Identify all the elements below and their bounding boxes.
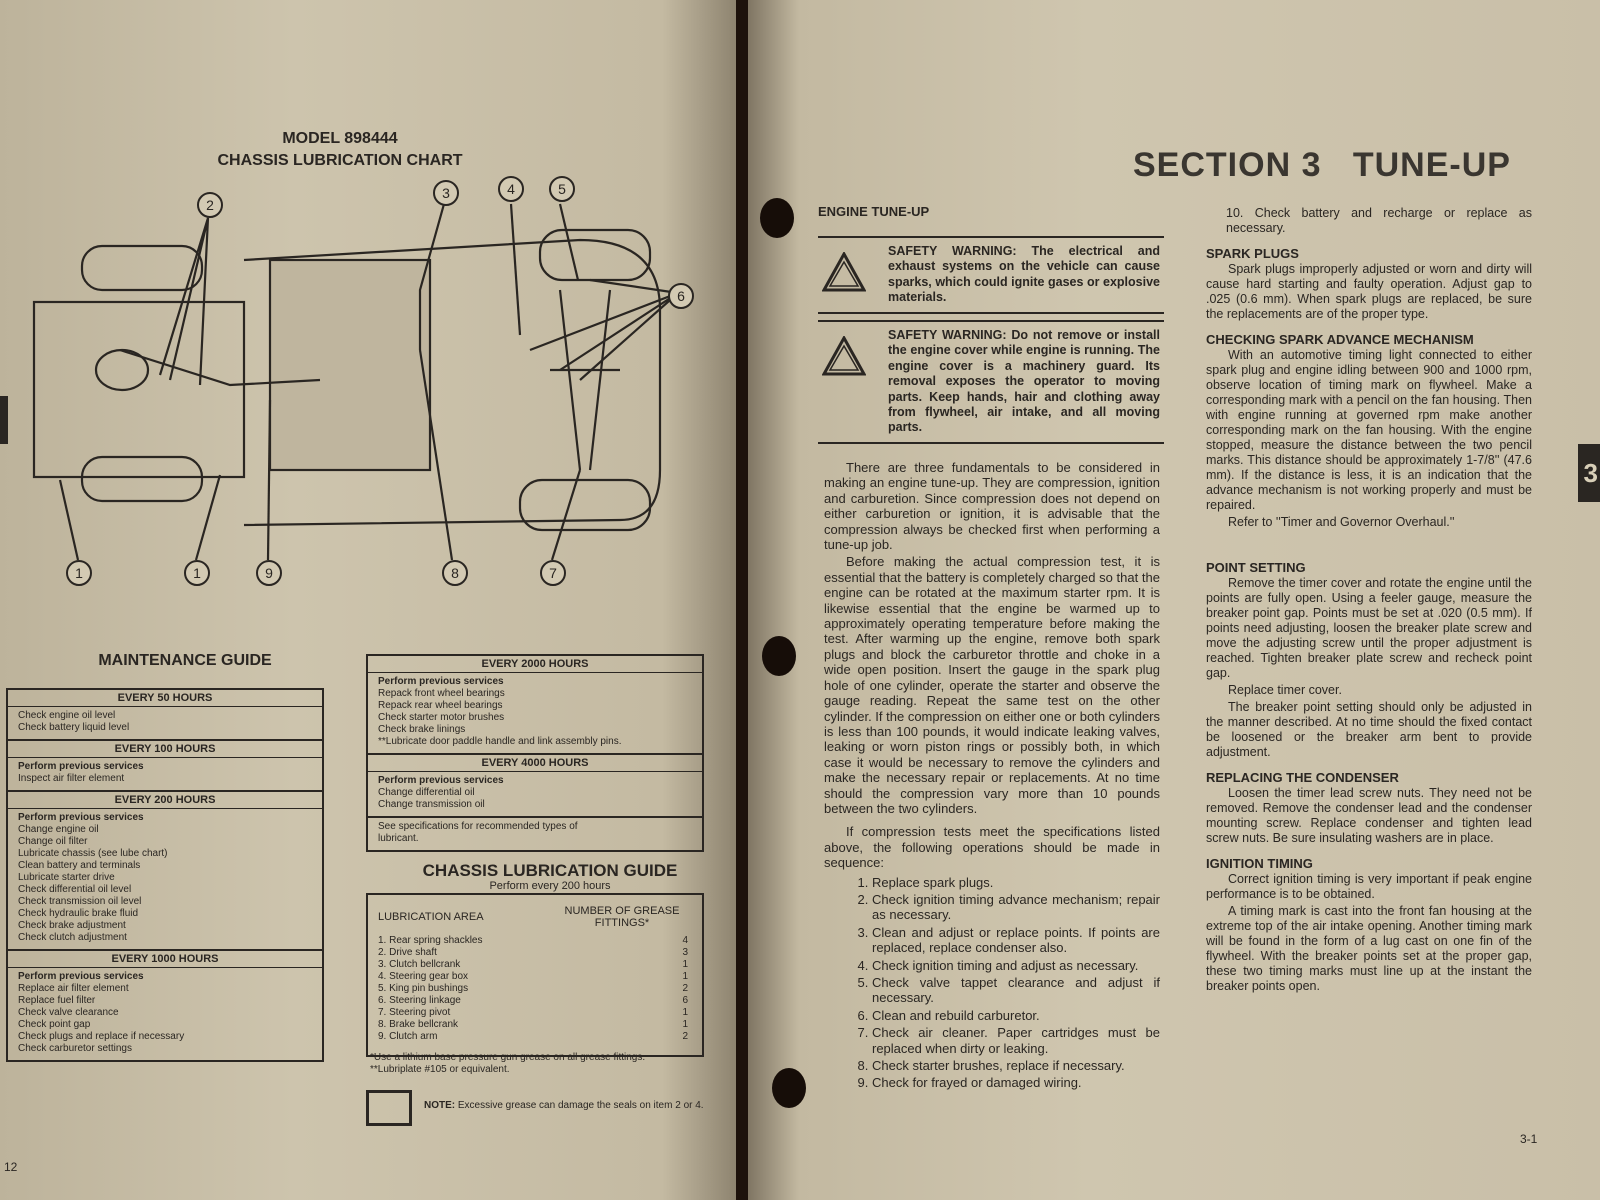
maintenance-box-left [6, 688, 324, 1062]
point-setting-text: Remove the timer cover and rotate the engine until the points are fully open. Using a feeler gauge, measure the breaker point gap. Points must be set at .020 (0.5 mm). If points need adjusting, loosen the breaker plate screw and move the adjusting screw until the proper adjustment is reached. Tighten breaker plate screw and recheck point gap. [1206, 576, 1532, 680]
maint-item: Check clutch adjustment [18, 932, 127, 943]
lube-count: 2 [682, 1031, 688, 1042]
maint-item: Change differential oil [378, 787, 475, 798]
maint-items-2000 [368, 673, 702, 753]
lube-count: 1 [682, 971, 688, 982]
list-item: 1. Replace spark plugs. [872, 875, 1160, 890]
lube-footnote-2: **Lubriplate #105 or equivalent. [370, 1064, 510, 1075]
spark-plugs-heading: SPARK PLUGS [1206, 246, 1299, 261]
paragraph-compression-test: Before making the actual compression test, it is essential that the battery is completely charged so that the engine can be rotated at the maximum starter rpm. It is likewise essential that the engine be warmed up to approximately operating temperature before making the test. After warming up the engine, remove both spark plugs and block the carburetor throttle and choke in a wide open position. Insert the gauge in the spark plug hole of one cylinder, operate the starter and observe the gauge reading. Repeat the same test on the other cylinder. If the compression on either one or both cylinders is less than 100 pounds, it would indicate leaking valves, leaking or worn piston rings or possibly both, in which case it would be necessary to remove the cylinders and make the necessary repair or replacements. At no time should the compression vary more than 10 pounds between the two cylinders. [824, 554, 1161, 816]
maint-item: Lubricate starter drive [18, 872, 115, 883]
maint-head-100: EVERY 100 HOURS [8, 739, 322, 758]
point-setting-text-3: The breaker point setting should only be adjusted in the manner described. At no time should the fixed contact be loosened or the breaker arm bent to provide adjustment. [1206, 700, 1532, 759]
lube-area: 5. King pin bushings [378, 983, 469, 994]
binder-hole-bottom [772, 1068, 806, 1108]
list-item: 3. Clean and adjust or replace points. If points are replaced, replace condenser also. [872, 925, 1160, 956]
maint-item: Check differential oil level [18, 884, 132, 895]
note [424, 1100, 704, 1112]
maint-lead: Perform previous services [378, 676, 504, 687]
lube-area: 8. Brake bellcrank [378, 1019, 459, 1030]
list-item: 6. Clean and rebuild carburetor. [872, 1008, 1160, 1023]
chart-title-model: MODEL 898444 [282, 130, 398, 147]
ignition-timing-heading: IGNITION TIMING [1206, 856, 1313, 871]
chassis-diagram [20, 170, 720, 630]
maint-lead: Perform previous services [18, 812, 144, 823]
body-column-left [824, 460, 1160, 1093]
differential [96, 350, 148, 390]
list-item: 4. Check ignition timing and adjust as necessary. [872, 958, 1160, 973]
list-item: 7. Check air cleaner. Paper cartridges must be replaced when dirty or leaking. [872, 1025, 1160, 1056]
paragraph-sequence: If compression tests meet the specifications listed above, the following operations should be made in sequence: [824, 824, 1160, 871]
list-item: 5. Check valve tappet clearance and adjust if necessary. [872, 975, 1160, 1006]
callout-8: 8 [442, 560, 468, 586]
maint-item: Change engine oil [18, 824, 99, 835]
maint-item: Change oil filter [18, 836, 88, 847]
callout-5: 5 [549, 176, 575, 202]
chart-title-name: CHASSIS LUBRICATION CHART [217, 152, 463, 169]
front-wheel-top [540, 230, 650, 280]
section-title: SECTION 3 TUNE-UP [1133, 146, 1511, 184]
left-folio: 12 [4, 1160, 18, 1174]
maint-item: Check carburetor settings [18, 1043, 132, 1054]
maint-head-2000: EVERY 2000 HOURS [368, 656, 702, 673]
callout-2: 2 [197, 192, 223, 218]
lube-footnotes [370, 1052, 700, 1076]
safety-warning-1-text: SAFETY WARNING: The electrical and exhaust systems on the vehicle can cause sparks, which could ignite gases or explosive materials. [888, 244, 1160, 305]
callout-7-leader [552, 470, 580, 560]
safety-warning-2-text: SAFETY WARNING: Do not remove or install the engine cover while engine is running. The engine cover is a machinery guard. Its removal exposes the operator to moving parts. Keep hands, hair and clothing away from flywheel, air intake, and all moving parts. [888, 328, 1160, 435]
table-row [378, 1031, 688, 1043]
table-row [378, 935, 688, 947]
maint-item: Check valve clearance [18, 1007, 119, 1018]
callout-7: 7 [540, 560, 566, 586]
lube-footnote-1: *Use a lithium base pressure gun grease on all grease fittings. [370, 1052, 646, 1063]
maint-item: Replace air filter element [18, 983, 129, 994]
engine-block [270, 260, 430, 470]
note-text: Excessive grease can damage the seals on item 2 or 4. [457, 1100, 704, 1111]
callout-1-leader-b [196, 475, 220, 560]
callout-6-leaders [530, 280, 678, 380]
maint-item: Repack rear wheel bearings [378, 700, 503, 711]
maintenance-guide-title: MAINTENANCE GUIDE [98, 652, 272, 669]
note-box-icon [366, 1090, 412, 1126]
maint-item: lubricant. [378, 833, 419, 844]
front-steering [550, 290, 620, 470]
ignition-timing-text: Correct ignition timing is very important if peak engine performance is to be obtained. [1206, 872, 1532, 901]
lube-count: 4 [682, 935, 688, 946]
rear-axle-left [82, 246, 202, 290]
lube-area: 7. Steering pivot [378, 1007, 451, 1018]
right-folio: 3-1 [1520, 1132, 1538, 1146]
warning-triangle-icon [822, 252, 866, 292]
point-setting-heading: POINT SETTING [1206, 560, 1306, 575]
lube-area: 6. Steering linkage [378, 995, 461, 1006]
maint-items-100 [8, 758, 322, 790]
lube-col-fittings: NUMBER OF GREASE FITTINGS* [564, 905, 680, 929]
table-row [378, 959, 688, 971]
maint-head-50: EVERY 50 HOURS [8, 690, 322, 707]
condenser-heading: REPLACING THE CONDENSER [1206, 770, 1399, 785]
tuneup-steps [824, 875, 1160, 1091]
lube-count: 1 [682, 1019, 688, 1030]
maint-lead: Perform previous services [18, 971, 144, 982]
point-setting-text-2: Replace timer cover. [1228, 683, 1342, 697]
maint-head-4000: EVERY 4000 HOURS [368, 753, 702, 772]
maint-items-50 [8, 707, 322, 739]
book-gutter [736, 0, 748, 1200]
chassis-frame [34, 302, 244, 477]
table-row [378, 1007, 688, 1019]
body-column-right [1206, 206, 1532, 996]
maint-item: Lubricate chassis (see lube chart) [18, 848, 168, 859]
condenser-text: Loosen the timer lead screw nuts. They need not be removed. Remove the condenser lead and the condenser mounting screw. Replace condenser and tighten lead screw nuts. Be sure insulating washers are in place. [1206, 786, 1532, 845]
maint-item: Check hydraulic brake fluid [18, 908, 139, 919]
maint-item: Repack front wheel bearings [378, 688, 505, 699]
left-page [0, 0, 736, 1200]
lube-rows [378, 935, 688, 1043]
callout-3: 3 [433, 180, 459, 206]
callout-6: 6 [668, 283, 694, 309]
maint-items-4000 [368, 772, 702, 816]
maint-item: See specifications for recommended types of [378, 821, 578, 832]
lube-count: 3 [682, 947, 688, 958]
spark-advance-heading: CHECKING SPARK ADVANCE MECHANISM [1206, 332, 1474, 347]
table-row [378, 983, 688, 995]
lube-area: 2. Drive shaft [378, 947, 437, 958]
maint-item: Replace fuel filter [18, 995, 96, 1006]
ignition-timing-text-2: A timing mark is cast into the front fan housing at the extreme top of the air intake opening. Another timing mark will be found in the form of a lug cast on one fin of the flywheel. With the breaker points set at the proper gap, these two timing marks must line up at the instant the breaker points open. [1206, 904, 1532, 993]
lube-col-area: LUBRICATION AREA [378, 911, 484, 923]
table-row [378, 995, 688, 1007]
maint-item: Check battery liquid level [18, 722, 130, 733]
spark-advance-ref: Refer to ''Timer and Governor Overhaul.'' [1228, 515, 1455, 529]
lube-area: 4. Steering gear box [378, 971, 469, 982]
maint-item: Check brake linings [378, 724, 466, 735]
spark-plugs-text: Spark plugs improperly adjusted or worn and dirty will cause hard starting and faulty operation. Adjust gap to .025 (0.6 mm). When spark plugs are replaced, be sure the replacements are of the proper type. [1206, 262, 1532, 321]
lube-guide-subtitle: Perform every 200 hours [489, 880, 611, 892]
maint-item: Inspect air filter element [18, 773, 125, 784]
rear-axle-left-bottom [82, 457, 202, 501]
callout-9: 9 [256, 560, 282, 586]
maint-item: Check engine oil level [18, 710, 116, 721]
lube-count: 1 [682, 1007, 688, 1018]
callout-9-leader [268, 400, 270, 560]
list-item: 8. Check starter brushes, replace if necessary. [872, 1058, 1160, 1073]
maint-items-1000 [8, 968, 322, 1060]
step-10: 10. Check battery and recharge or replace as necessary. [1226, 206, 1532, 235]
list-item: 2. Check ignition timing advance mechanism; repair as necessary. [872, 892, 1160, 923]
table-row [378, 947, 688, 959]
safety-warning-1 [818, 236, 1164, 314]
left-edge-tab [0, 396, 8, 444]
table-row [378, 971, 688, 983]
lube-count: 6 [682, 995, 688, 1006]
maint-lead: Perform previous services [378, 775, 504, 786]
callout-4: 4 [498, 176, 524, 202]
maint-item: **Lubricate door paddle handle and link assembly pins. [378, 736, 622, 747]
front-wheel-bottom [520, 480, 650, 530]
safety-warning-2 [818, 320, 1164, 444]
warning-triangle-icon [822, 336, 866, 376]
callout-1a: 1 [66, 560, 92, 586]
lube-guide-table [366, 893, 704, 1057]
note-label: NOTE: [424, 1100, 456, 1111]
maint-item: Check brake adjustment [18, 920, 126, 931]
engine-tuneup-heading: ENGINE TUNE-UP [818, 204, 930, 219]
right-page [748, 0, 1600, 1200]
lube-area: 9. Clutch arm [378, 1031, 438, 1042]
list-item: 9. Check for frayed or damaged wiring. [872, 1075, 1160, 1090]
lube-guide-title: CHASSIS LUBRICATION GUIDE [422, 861, 678, 880]
callout-1-leader-a [60, 480, 78, 560]
lube-count: 1 [682, 959, 688, 970]
maint-item: Clean battery and terminals [18, 860, 141, 871]
callout-4-leader [511, 204, 520, 335]
lube-area: 3. Clutch bellcrank [378, 959, 461, 970]
maintenance-box-right [366, 654, 704, 852]
maint-spec-note [368, 816, 702, 850]
maint-item: Change transmission oil [378, 799, 485, 810]
maint-item: Check transmission oil level [18, 896, 142, 907]
section-tab: 3 [1578, 444, 1600, 502]
maint-item: Check starter motor brushes [378, 712, 505, 723]
maint-item: Check point gap [18, 1019, 91, 1030]
lube-area: 1. Rear spring shackles [378, 935, 483, 946]
binder-hole-middle [762, 636, 796, 676]
maint-head-1000: EVERY 1000 HOURS [8, 949, 322, 968]
binder-hole-top [760, 198, 794, 238]
table-row [378, 1019, 688, 1031]
maint-lead: Perform previous services [18, 761, 144, 772]
lube-count: 2 [682, 983, 688, 994]
maint-head-200: EVERY 200 HOURS [8, 790, 322, 809]
chart-title [190, 128, 490, 172]
spark-advance-text: With an automotive timing light connected to either spark plug and engine idling between 900 and 1000 rpm, observe location of timing mark on flywheel. Make a corresponding mark with a pencil on the fan housing. Then with engine running at governed rpm make another corresponding mark on the fan housing. With the engine stopped, measure the distance between the two pencil marks. This distance should be approximately 1-7/8'' (47.6 mm). If the distance is less, it is an indication that the advance mechanism is not working properly and must be repaired. [1206, 348, 1532, 512]
maint-items-200 [8, 809, 322, 949]
callout-1b: 1 [184, 560, 210, 586]
maint-item: Check plugs and replace if necessary [18, 1031, 185, 1042]
paragraph-fundamentals: There are three fundamentals to be considered in making an engine tune-up. They are compression, ignition and carburetion. Since compression does not depend on either carburetion or ignition, it is advisable that the compression always be checked first when performing a tune-up job. [824, 460, 1160, 553]
